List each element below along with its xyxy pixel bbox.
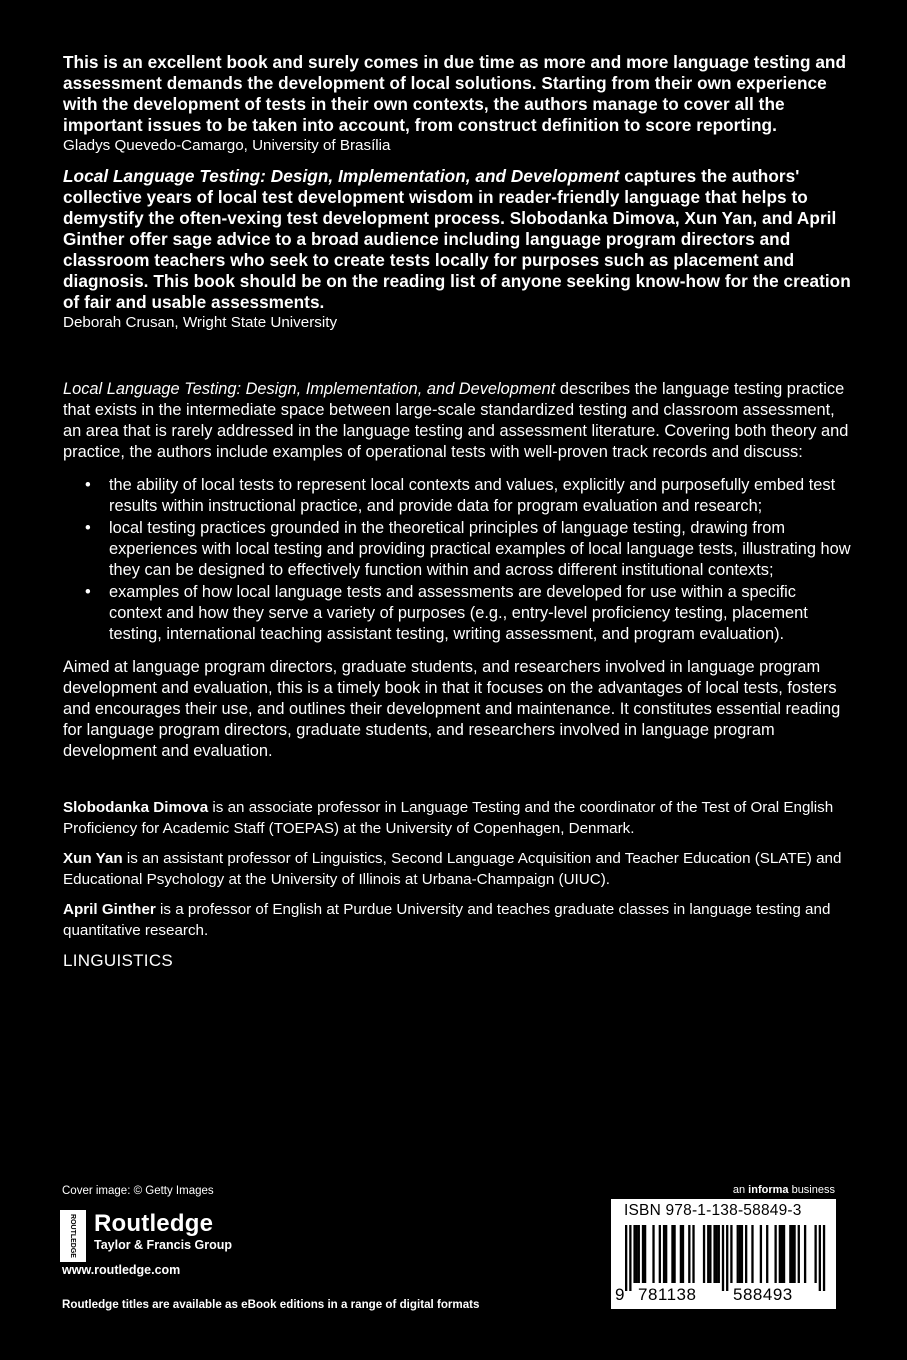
- description-bullet-list: [63, 475, 853, 645]
- list-item: [63, 518, 853, 581]
- barcode-bar: [680, 1225, 682, 1283]
- barcode-bar: [688, 1225, 690, 1283]
- barcode-bar: [633, 1225, 635, 1283]
- quote-2: [63, 166, 853, 313]
- barcode-bar: [745, 1225, 747, 1283]
- barcode-bar: [716, 1225, 718, 1283]
- barcode-bars: [625, 1225, 825, 1283]
- barcode-bar: [682, 1225, 684, 1283]
- isbn-text: ISBN 978-1-138-58849-3: [624, 1202, 802, 1219]
- barcode-bar: [659, 1225, 661, 1283]
- author-bio-text: is an assistant professor of Linguistics, Second Language Acquisition and Teacher Education (SLATE) and Educational Psychology at the University of Illinois at Urbana-Champaign (UIUC).: [63, 850, 842, 888]
- informa-business-label: [733, 1184, 835, 1196]
- barcode-bar: [789, 1225, 791, 1283]
- subject-category: LINGUISTICS: [63, 951, 174, 970]
- publisher-group: Taylor & Francis Group: [94, 1238, 232, 1252]
- barcode-bar: [751, 1225, 753, 1283]
- barcode-first-digit: 9: [615, 1285, 625, 1304]
- quote-1: [63, 52, 853, 136]
- barcode-bar: [730, 1225, 732, 1283]
- author-bio-text: is an associate professor in Language Testing and the coordinator of the Test of Oral English Proficiency for Academic Staff (TOEPAS) at the University of Copenhagen, Denmark.: [63, 799, 834, 837]
- barcode-bar: [713, 1225, 715, 1283]
- cover-image-credit: Cover image: © Getty Images: [62, 1185, 214, 1197]
- bullet-text: examples of how local language tests and assessments are developed for use within a specific context and how they serve a variety of purposes (e.g., entry-level proficiency testing, placement testing, international teaching assistant testing, writing assessment, and program evaluation).: [109, 583, 808, 643]
- barcode-bar: [642, 1225, 644, 1283]
- bullet-mark: •: [85, 583, 91, 601]
- quote-2-book-title: Local Language Testing: Design, Implementation, and Development: [63, 166, 620, 186]
- barcode-right-group: 588493: [733, 1285, 793, 1304]
- logo-vertical-text: ROUTLEDGE: [69, 1214, 77, 1258]
- barcode-bar: [718, 1225, 720, 1283]
- barcode-bar: [707, 1225, 709, 1283]
- back-cover-content: [63, 52, 853, 971]
- barcode-bar: [709, 1225, 711, 1283]
- author-name: Xun Yan: [63, 850, 123, 867]
- informa-brand: informa: [748, 1184, 789, 1196]
- barcode-bar: [665, 1225, 667, 1283]
- author-bio-ginther: [63, 900, 853, 941]
- author-bio-dimova: [63, 798, 853, 839]
- barcode-bar: [774, 1225, 776, 1283]
- barcode-bar: [739, 1225, 741, 1283]
- barcode-bar: [741, 1225, 743, 1283]
- description-intro: [63, 379, 853, 463]
- barcode-bar: [793, 1225, 795, 1283]
- barcode-bar: [791, 1225, 793, 1283]
- barcode-bar: [819, 1225, 821, 1291]
- barcode-bar: [703, 1225, 705, 1283]
- description-book-title: Local Language Testing: Design, Implementation, and Development: [63, 380, 556, 398]
- list-item: [63, 475, 853, 517]
- author-bio-yan: [63, 849, 853, 890]
- routledge-logo-icon: [60, 1210, 86, 1262]
- bullet-text: the ability of local tests to represent local contexts and values, explicitly and purposefully embed test results within instructional practice, and provide data for program evaluation and research;: [109, 476, 836, 515]
- barcode-bar: [652, 1225, 654, 1283]
- publisher-website: www.routledge.com: [62, 1263, 181, 1277]
- barcode-bar: [798, 1225, 800, 1283]
- ebook-note: Routledge titles are available as eBook editions in a range of digital formats: [62, 1298, 480, 1311]
- bullet-mark: •: [85, 519, 91, 537]
- quote-1-text: This is an excellent book and surely comes in due time as more and more language testing and assessment demands the development of local solutions. Starting from their own experience with the development of tests in their own contexts, the authors manage to cover all the important issues to be taken into account, from construct definition to score reporting.: [63, 52, 847, 135]
- description-intro-text: describes the language testing practice that exists in the intermediate space between large-scale standardized testing and classroom assessment, an area that is rarely addressed in the language testing and assessment literature. Covering both theory and practice, the authors include examples of operational tests with well-proven track records and discuss:: [63, 380, 849, 461]
- barcode-bar: [726, 1225, 728, 1291]
- informa-suffix: business: [788, 1184, 835, 1196]
- barcode-bar: [722, 1225, 724, 1291]
- author-name: Slobodanka Dimova: [63, 799, 209, 816]
- publisher-name: Routledge: [94, 1210, 214, 1237]
- barcode-bar: [663, 1225, 665, 1283]
- barcode-bar: [779, 1225, 781, 1283]
- barcode-bar: [629, 1225, 631, 1291]
- barcode-left-group: 781138: [638, 1285, 697, 1304]
- barcode-bar: [671, 1225, 673, 1283]
- publisher-logo: [60, 1210, 232, 1262]
- bullet-mark: •: [85, 476, 91, 494]
- bullet-text: local testing practices grounded in the theoretical principles of language testing, drawing from experiences with local testing and providing practical examples of local language tests, illustrating how they can be designed to effectively function within and across different institutional contexts;: [109, 519, 851, 579]
- barcode-bar: [766, 1225, 768, 1283]
- barcode-bar: [781, 1225, 783, 1283]
- logo-text: [94, 1210, 232, 1253]
- quote-2-text: captures the authors' collective years of local test development wisdom in reader-friendly language that helps to demystify the often-vexing test development process. Slobodanka Dimova, Xun Yan, and April Ginther offer sage advice to a broad audience including language program directors and classroom teachers who seek to create tests locally for purposes such as placement and diagnosis. This book should be on the reading list of anyone seeking know-how for the creation of fair and usable assessments.: [63, 166, 851, 312]
- description-closing: Aimed at language program directors, graduate students, and researchers involved in language program development and evaluation, this is a timely book in that it focuses on the advantages of local tests, fosters and encourages their use, and outlines their development and maintenance. It constitutes essential reading for language program directors, graduate students, and researchers involved in language program development and evaluation.: [63, 658, 841, 760]
- barcode-bar: [636, 1225, 638, 1283]
- author-bio-text: is a professor of English at Purdue University and teaches graduate classes in language testing and quantitative research.: [63, 901, 831, 939]
- isbn-barcode: [611, 1199, 836, 1309]
- barcode-bar: [760, 1225, 762, 1283]
- quote-1-attribution: Gladys Quevedo-Camargo, University of Brasília: [63, 137, 391, 154]
- barcode-bar: [814, 1225, 816, 1283]
- barcode-bar: [625, 1225, 627, 1291]
- barcode-bar: [823, 1225, 825, 1291]
- barcode-bar: [737, 1225, 739, 1283]
- barcode-bar: [804, 1225, 806, 1283]
- barcode-bar: [692, 1225, 694, 1283]
- barcode-bar: [644, 1225, 646, 1283]
- quote-2-attribution: Deborah Crusan, Wright State University: [63, 314, 338, 331]
- informa-prefix: an: [732, 1184, 749, 1196]
- author-name: April Ginther: [63, 901, 156, 918]
- list-item: [63, 582, 853, 645]
- barcode-bar: [638, 1225, 640, 1283]
- barcode-bar: [673, 1225, 675, 1283]
- barcode-bar: [783, 1225, 785, 1283]
